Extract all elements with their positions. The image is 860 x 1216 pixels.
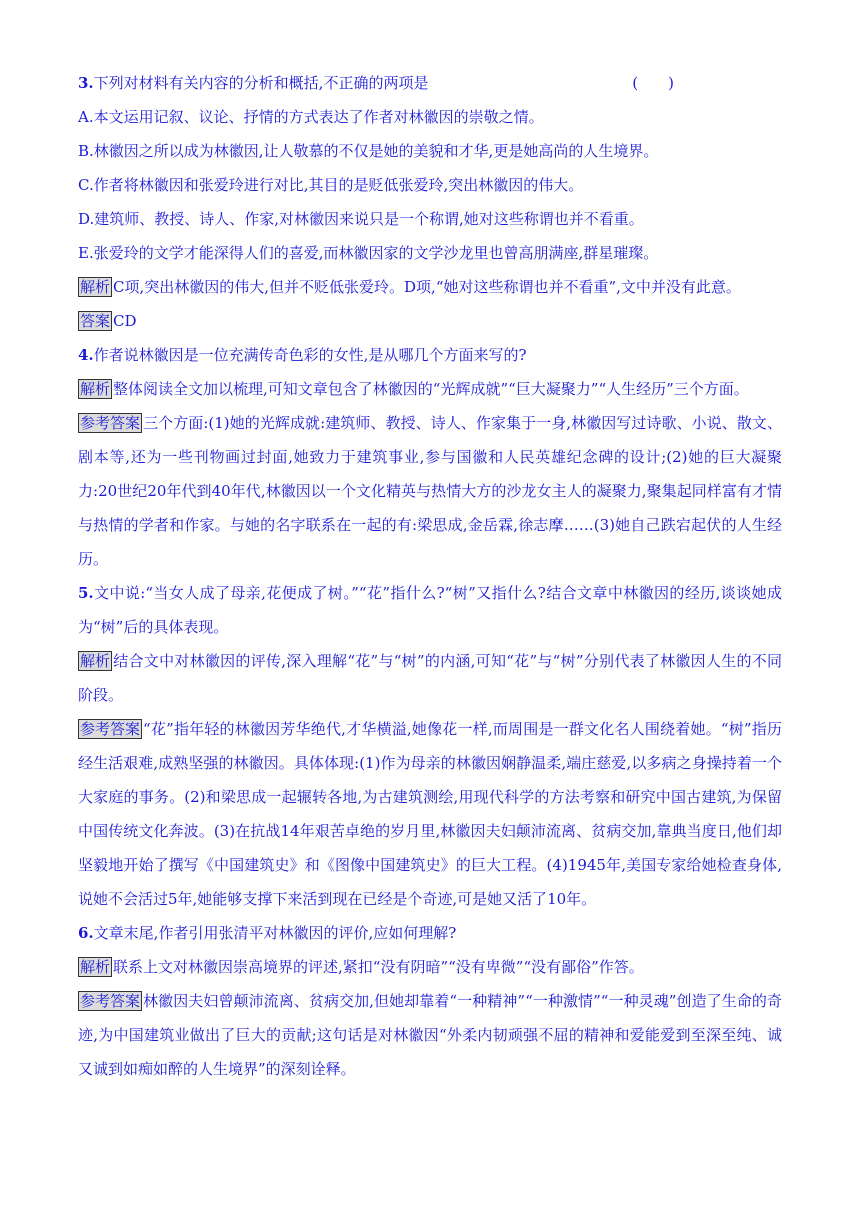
answer-tag: 参考答案 [80,992,141,1010]
answer-block [78,406,782,576]
option-b: B.林徽因之所以成为林徽因,让人敬慕的不仅是她的美貌和才华,更是她高尚的人生境界。 [78,142,659,160]
question-number: 4. [78,346,94,364]
analysis-text: 结合文中对林徽因的评传,深入理解“花”与“树”的内涵,可知“花”与“树”分别代表了林徽因人生的不同阶段。 [78,652,782,704]
answer-blank: ( ) [632,74,674,92]
answer-text: 三个方面:(1)她的光辉成就:建筑师、教授、诗人、作家集于一身,林徽因写过诗歌、小说、散文、剧本等,还为一些刊物画过封面,她致力于建筑事业,参与国徽和人民英雄纪念碑的设计;(2)她的巨大凝聚力:20世纪20年代到40年代,林徽因以一个文化精英与热情大方的沙龙女主人的凝聚力,聚集起同样富有才情与热情的学者和作家。与她的名字联系在一起的有:梁思成,金岳霖,徐志摩……(3)她自己跌宕起伏的人生经历。 [78,414,782,568]
answer-text: “花”指年轻的林徽因芳华绝代,才华横溢,她像花一样,而周围是一群文化名人围绕着她。“树”指历经生活艰难,成熟坚强的林徽因。具体体现:(1)作为母亲的林徽因娴静温柔,端庄慈爱,以多病之身操持着一个大家庭的事务。(2)和梁思成一起辗转各地,为古建筑测绘,用现代科学的方法考察和研究中国古建筑,为保留中国传统文化奔波。(3)在抗战14年艰苦卓绝的岁月里,林徽因夫妇颠沛流离、贫病交加,靠典当度日,他们却坚毅地开始了撰写《中国建筑史》和《图像中国建筑史》的巨大工程。(4)1945年,美国专家给她检查身体,说她不会活过5年,她能够支撑下来活到现在已经是个奇迹,可是她又活了10年。 [78,720,782,908]
question-stem: 文章末尾,作者引用张清平对林徽因的评价,应如何理解? [93,924,457,942]
answer-block [78,712,782,916]
answer-block [78,304,782,338]
question-3 [78,66,782,100]
analysis-tag: 解析 [80,652,111,670]
answer-block [78,984,782,1086]
option-c: C.作者将林徽因和张爱玲进行对比,其目的是贬低张爱玲,突出林徽因的伟大。 [78,176,584,194]
analysis-text: C项,突出林徽因的伟大,但并不贬低张爱玲。D项,“她对这些称谓也并不看重”,文中并没有此意。 [113,278,741,296]
option-d: D.建筑师、教授、诗人、作家,对林徽因来说只是一个称谓,她对这些称谓也并不看重。 [78,210,644,228]
question-number: 6. [78,924,94,942]
option-a: A.本文运用记叙、议论、抒情的方式表达了作者对林徽因的崇敬之情。 [78,108,544,126]
answer-text: 林徽因夫妇曾颠沛流离、贫病交加,但她却靠着“一种精神”“一种激情”“一种灵魂”创造了生命的奇迹,为中国建筑业做出了巨大的贡献;这句话是对林徽因“外柔内韧顽强不屈的精神和爱能爱到至深至纯、诚又诚到如痴如醉的人生境界”的深刻诠释。 [78,992,782,1078]
analysis-tag: 解析 [80,278,111,296]
document-content [78,66,782,1086]
question-number: 5. [78,584,94,602]
analysis-tag: 解析 [80,380,111,398]
question-stem: 文中说:“当女人成了母亲,花便成了树。”“花”指什么?“树”又指什么?结合文章中林徽因的经历,谈谈她成为“树”后的具体表现。 [78,584,782,636]
answer-tag: 参考答案 [80,720,141,738]
analysis-block [78,644,782,712]
question-stem: 作者说林徽因是一位充满传奇色彩的女性,是从哪几个方面来写的? [93,346,527,364]
analysis-block [78,372,782,406]
answer-tag: 参考答案 [80,414,141,432]
analysis-block [78,950,782,984]
answer-text: CD [113,312,137,330]
answer-tag: 答案 [80,312,111,330]
analysis-block [78,270,782,304]
analysis-text: 联系上文对林徽因崇高境界的评述,紧扣“没有阴暗”“没有卑微”“没有鄙俗”作答。 [113,958,644,976]
analysis-tag: 解析 [80,958,111,976]
option-e: E.张爱玲的文学才能深得人们的喜爱,而林徽因家的文学沙龙里也曾高朋满座,群星璀璨。 [78,244,659,262]
question-number: 3. [78,74,94,92]
question-5 [78,576,782,644]
question-4 [78,338,782,372]
analysis-text: 整体阅读全文加以梳理,可知文章包含了林徽因的“光辉成就”“巨大凝聚力”“人生经历”三个方面。 [113,380,749,398]
question-6 [78,916,782,950]
question-stem: 下列对材料有关内容的分析和概括,不正确的两项是 [93,74,429,92]
